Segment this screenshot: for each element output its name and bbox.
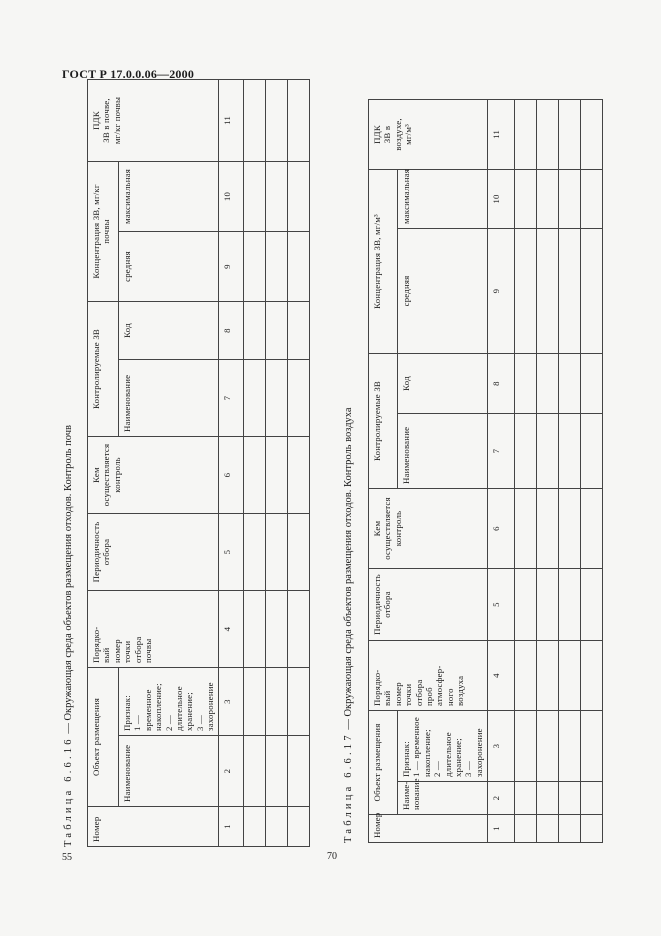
header-object-group: Объект размещения: [88, 668, 119, 807]
col-number: 9: [488, 229, 515, 354]
document-header: ГОСТ Р 17.0.0.06—2000: [62, 67, 195, 81]
header-controlled-group: Контролируемые ЗВ: [88, 302, 119, 437]
page-number-left: 55: [62, 852, 72, 863]
header-pdk: ПДК ЗВ в воздухе, мг/м³: [369, 99, 488, 169]
header-who-controls: Кем осуществляется контроль: [369, 489, 488, 569]
header-periodicity: Периодичность отбора: [88, 514, 219, 591]
header-name: Наиме- нование: [398, 782, 488, 815]
header-maximum: максимальная: [398, 169, 488, 228]
header-point-number: Порядко- вый номер точки отбора почвы: [88, 591, 219, 668]
col-number: 4: [219, 591, 244, 668]
col-number: 4: [488, 641, 515, 711]
header-pdk: ПДК ЗВ в почве, мг/кг почвы: [88, 79, 219, 161]
table-row: [288, 79, 310, 846]
header-object-group: Объект размещения: [369, 711, 398, 815]
col-number: 3: [488, 711, 515, 782]
table-caption: [63, 425, 74, 847]
col-number: 5: [488, 569, 515, 641]
table-caption-prefix: Таблица 6.6.16: [63, 736, 74, 847]
col-number: 11: [488, 99, 515, 169]
header-number: Номер: [88, 807, 219, 847]
col-number: 6: [219, 437, 244, 514]
header-number: Номер: [369, 815, 488, 843]
col-number: 2: [219, 736, 244, 807]
soil-control-table: [87, 79, 310, 847]
header-code: Код: [398, 354, 488, 414]
air-control-table: [368, 99, 603, 843]
header-point-number: Порядко- вый номер точки отбора проб атмосфер- ного воздуха: [369, 641, 488, 711]
header-concentration-group: Концентрация ЗВ, мг/м³: [369, 169, 398, 353]
page-number-right: 70: [327, 851, 337, 862]
header-sign: Признак: 1 — временное накопление; 2 — длительное хранение; 3 — захоронение: [398, 711, 488, 782]
header-controlled-name: Наименование: [398, 414, 488, 489]
col-number: 2: [488, 782, 515, 815]
column-numbers-row: [219, 79, 244, 846]
col-number: 9: [219, 232, 244, 302]
table-row: [515, 99, 537, 842]
header-average: средняя: [119, 232, 219, 302]
table-row: [581, 99, 603, 842]
col-number: 7: [219, 360, 244, 437]
col-number: 3: [219, 668, 244, 736]
column-numbers-row: [488, 99, 515, 842]
header-average: средняя: [398, 229, 488, 354]
table-caption: [343, 407, 354, 843]
table-caption-prefix: Таблица 6.6.17: [343, 732, 354, 843]
table-row: [559, 99, 581, 842]
col-number: 10: [219, 161, 244, 231]
table-6-6-17-block: [340, 100, 610, 843]
col-number: 1: [488, 815, 515, 843]
table-caption-text: — Окружающая среда объектов размещения отходов. Контроль почв: [63, 425, 74, 737]
table-caption-text: — Окружающая среда объектов размещения отходов. Контроль воздуха: [343, 407, 354, 733]
table-row: [266, 79, 288, 846]
col-number: 8: [488, 354, 515, 414]
header-maximum: максимальная: [119, 161, 219, 231]
header-controlled-name: Наименование: [119, 360, 219, 437]
header-code: Код: [119, 302, 219, 360]
header-who-controls: Кем осуществляется контроль: [88, 437, 219, 514]
col-number: 8: [219, 302, 244, 360]
table-6-6-16-block: [60, 96, 280, 847]
col-number: 7: [488, 414, 515, 489]
header-sign: Признак: 1 — временное накопление; 2 — длительное хранение; 3 — захоронение: [119, 668, 219, 736]
col-number: 10: [488, 169, 515, 228]
col-number: 11: [219, 79, 244, 161]
table-row: [244, 79, 266, 846]
col-number: 5: [219, 514, 244, 591]
table-row: [537, 99, 559, 842]
header-periodicity: Периодичность отбора: [369, 569, 488, 641]
header-controlled-group: Контролируемые ЗВ: [369, 354, 398, 489]
header-concentration-group: Концентрация ЗВ, мг/кг почвы: [88, 161, 119, 301]
header-name: Наименование: [119, 736, 219, 807]
col-number: 1: [219, 807, 244, 847]
col-number: 6: [488, 489, 515, 569]
